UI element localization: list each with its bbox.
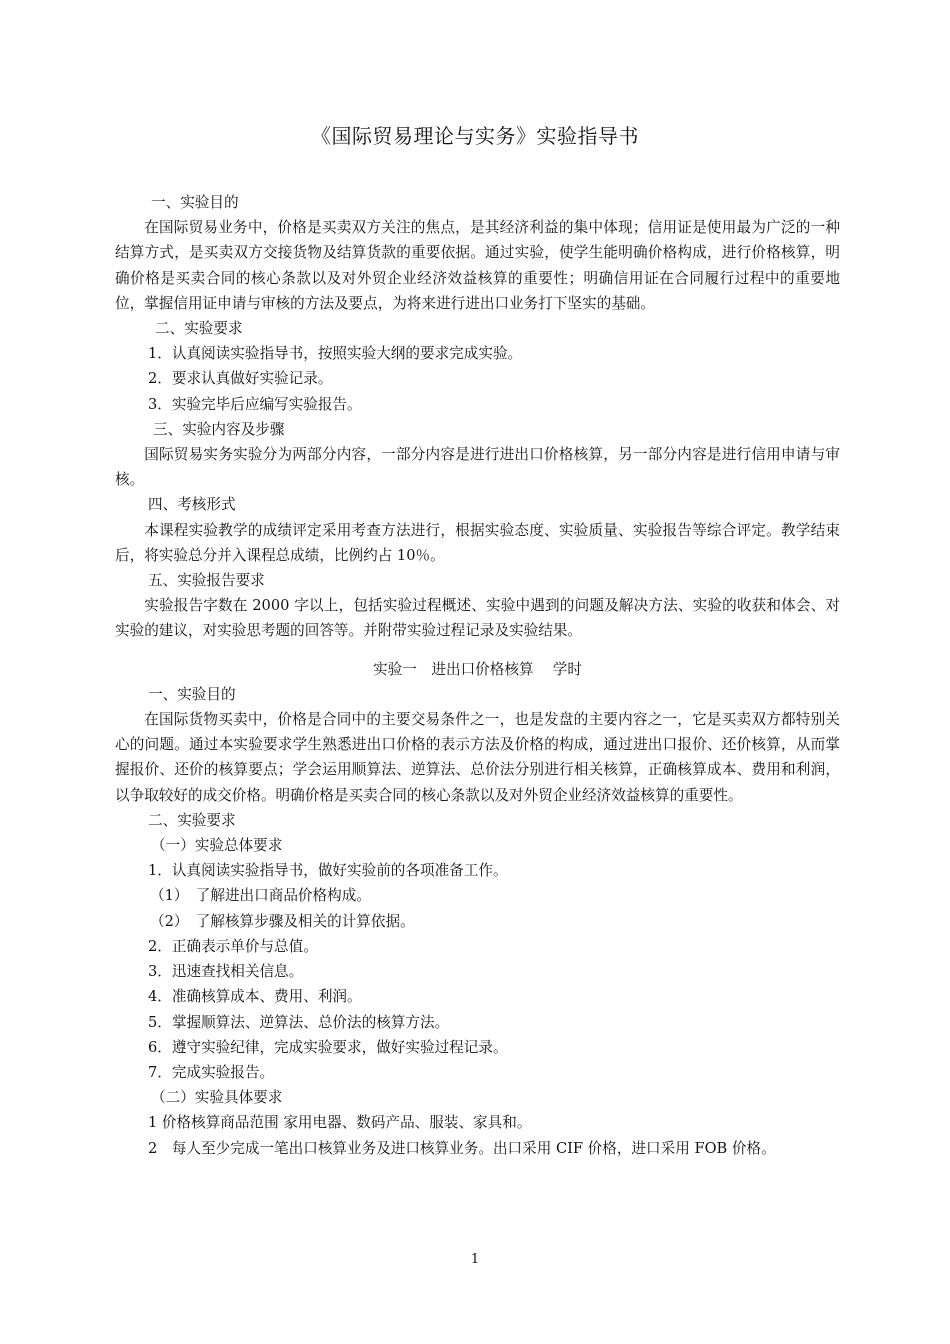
list-item: 1 价格核算商品范围 家用电器、数码产品、服装、家具和。 — [148, 1114, 532, 1132]
list-item: 2 每人至少完成一笔出口核算业务及进口核算业务。出口采用 CIF 价格，进口采用 FOB 价格。 — [148, 1139, 776, 1157]
paragraph: 实验报告字数在 2000 字以上，包括实验过程概述、实验中遇到的问题及解决方法、实验的收获和体会、对实验的建议，对实验思考题的回答等。并附带实验过程记录及实验结果。 — [115, 597, 840, 640]
document-title: 《国际贸易理论与实务》实验指导书 — [311, 124, 639, 148]
page-number: 1 — [470, 1252, 480, 1267]
section-heading: 二、实验要求 — [155, 320, 243, 338]
list-item: 3．迅速查找相关信息。 — [148, 963, 304, 981]
paragraph: 在国际货物买卖中，价格是合同中的主要交易条件之一，也是发盘的主要内容之一，它是买卖双方都特别关心的问题。通过本实验要求学生熟悉进出口价格的表示方法及价格的构成，通过进出口报价、还价核算，从而掌握报价、还价的核算要点；学会运用顺算法、逆算法、总价法分别进行相关核算，正确核算成本、费用和利润，以争取较好的成交价格。明确价格是买卖合同的核心条款以及对外贸企业经济效益核算的重要性。 — [115, 711, 840, 804]
list-item: 2．正确表示单价与总值。 — [148, 937, 318, 955]
list-item: 5．掌握顺算法、逆算法、总价法的核算方法。 — [148, 1013, 450, 1031]
subsection-heading: （二）实验具体要求 — [151, 1089, 283, 1107]
list-item: （2） 了解核算步骤及相关的计算依据。 — [150, 912, 415, 930]
list-item: 2．要求认真做好实验记录。 — [148, 370, 333, 388]
list-item: 4．准确核算成本、费用、利润。 — [148, 988, 362, 1006]
section-heading: 三、实验内容及步骤 — [153, 420, 285, 438]
list-item: 3．实验完毕后应编写实验报告。 — [148, 395, 362, 413]
paragraph: 在国际贸易业务中，价格是买卖双方关注的焦点，是其经济利益的集中体现；信用证是使用最为广泛的一种结算方式，是买卖双方交接货物及结算货款的重要依据。通过实验，使学生能明确价格构成，进行价格核算，明确价格是买卖合同的核心条款以及对外贸企业经济效益核算的重要性；明确信用证在合同履行过程中的重要地位，掌握信用证申请与审核的方法及要点，为将来进行进出口业务打下坚实的基础。 — [115, 219, 840, 312]
list-item: 1．认真阅读实验指导书，按照实验大纲的要求完成实验。 — [148, 345, 523, 363]
section-heading: 四、考核形式 — [148, 496, 236, 514]
document-body — [115, 190, 840, 1161]
experiment-heading: 实验一 进出口价格核算 学时 — [373, 660, 582, 678]
section-heading: 一、实验目的 — [151, 194, 239, 211]
list-item: （1） 了解进出口商品价格构成。 — [150, 887, 371, 905]
list-item: 7．完成实验报告。 — [148, 1063, 275, 1081]
paragraph: 国际贸易实务实验分为两部分内容，一部分内容是进行进出口价格核算，另一部分内容是进行信用申请与审核。 — [115, 446, 840, 489]
section-heading: 五、实验报告要求 — [148, 572, 265, 590]
list-item: 6．遵守实验纪律，完成实验要求，做好实验过程记录。 — [148, 1038, 508, 1056]
paragraph: 本课程实验教学的成绩评定采用考查方法进行，根据实验态度、实验质量、实验报告等综合评定。教学结束后，将实验总分并入课程总成绩，比例约占 10％。 — [115, 521, 840, 564]
list-item: 1．认真阅读实验指导书，做好实验前的各项准备工作。 — [148, 862, 508, 880]
section-heading: 二、实验要求 — [148, 811, 236, 829]
section-heading: 一、实验目的 — [148, 685, 236, 703]
subsection-heading: （一）实验总体要求 — [151, 837, 283, 855]
